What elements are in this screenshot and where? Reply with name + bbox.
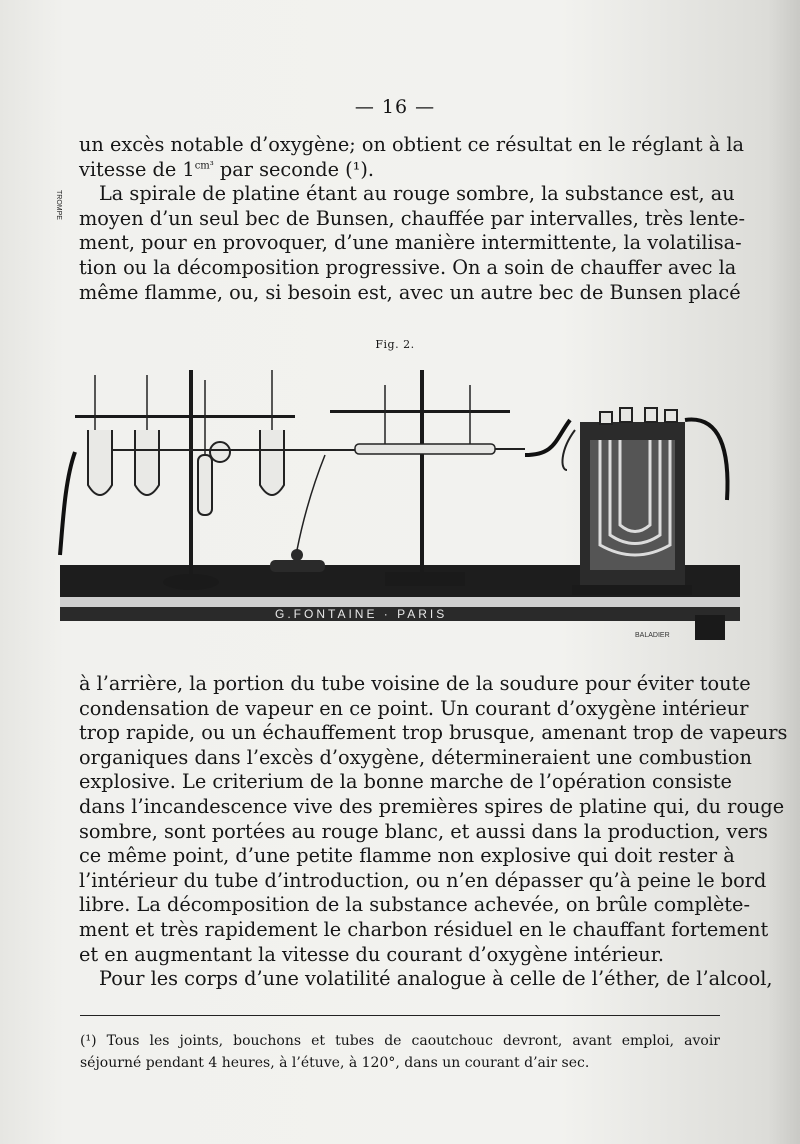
bench-label: G.FONTAINE · PARIS <box>275 607 448 621</box>
figure-caption: Fig. 2. <box>375 338 415 351</box>
text-line: dans l’incandescence vive des premières spires de platine qui, du rouge <box>79 794 785 818</box>
text-line: même flamme, ou, si besoin est, avec un autre bec de Bunsen placé <box>79 280 741 304</box>
text-line: sombre, sont portées au rouge blanc, et aussi dans la production, vers <box>79 819 768 843</box>
text-line: moyen d’un seul bec de Bunsen, chauffée par intervalles, très lente- <box>79 206 746 230</box>
text-line: l’intérieur du tube d’introduction, ou n’en dépasser qu’à peine le bord <box>79 868 767 892</box>
engraver-signature: BALADIER <box>635 632 670 639</box>
bench-leg <box>695 615 725 640</box>
text-line: organiques dans l’excès d’oxygène, détermineraient une combustion <box>79 745 752 769</box>
text-line: tion ou la décomposition progressive. On a soin de chauffer avec la <box>79 255 737 279</box>
footnote-line: (¹) Tous les joints, bouchons et tubes de caoutchouc devront, avant emploi, avoir <box>80 1033 720 1049</box>
text-line: ment et très rapidement le charbon résiduel en le chauffant fortement <box>79 917 769 941</box>
page-number: — 16 — <box>354 96 436 118</box>
text-line: ce même point, d’une petite flamme non explosive qui doit rester à <box>79 844 735 868</box>
footnote-rule <box>80 1015 720 1016</box>
superscript-unit: cm³ <box>194 160 214 172</box>
support-rod <box>75 415 295 418</box>
text-line: libre. La décomposition de la substance achevée, on brûle complète- <box>79 893 750 917</box>
text-line: et en augmentant la vitesse du courant d’oxygène intérieur. <box>79 942 664 966</box>
footnote-line: séjourné pendant 4 heures, à l’étuve, à 120°, dans un courant d’air sec. <box>80 1055 590 1071</box>
paragraph-1 <box>79 133 745 182</box>
bench-edge <box>60 597 740 607</box>
text-line: Pour les corps d’une volatilité analogue à celle de l’éther, de l’alcool, <box>99 967 773 990</box>
text-line: ment, pour en provoquer, d’une manière intermittente, la volatilisa- <box>79 231 742 255</box>
text-line: trop rapide, ou un échauffement trop brusque, amenant trop de vapeurs <box>79 721 788 745</box>
text-line: un excès notable d’oxygène; on obtient ce résultat en le réglant à la <box>79 133 745 156</box>
text-line: condensation de vapeur en ce point. Un courant d’oxygène intérieur <box>79 696 749 720</box>
combustion-tube <box>355 444 495 454</box>
footnote <box>80 1030 720 1074</box>
text-line: vitesse de $1^{cm^3}$ par seconde (¹). <box>79 157 375 181</box>
text-line: à l’arrière, la portion du tube voisine de la soudure pour éviter toute <box>79 672 751 695</box>
top-bulbs <box>600 408 677 424</box>
stand-base <box>163 574 219 590</box>
u-tubes <box>88 430 284 515</box>
text-line: explosive. Le criterium de la bonne marche de l’opération consiste <box>79 770 732 794</box>
stand-base-square <box>385 572 465 586</box>
clamp-rods <box>95 370 272 455</box>
paragraph-3 <box>79 672 788 967</box>
gas-tap <box>270 560 325 572</box>
trompe-label: TROMPE <box>55 190 62 220</box>
text-line: La spirale de platine étant au rouge sombre, la substance est, au <box>99 182 735 206</box>
paragraph-2 <box>79 182 746 305</box>
rubber-tube <box>60 452 75 555</box>
paragraph-4 <box>79 967 773 992</box>
